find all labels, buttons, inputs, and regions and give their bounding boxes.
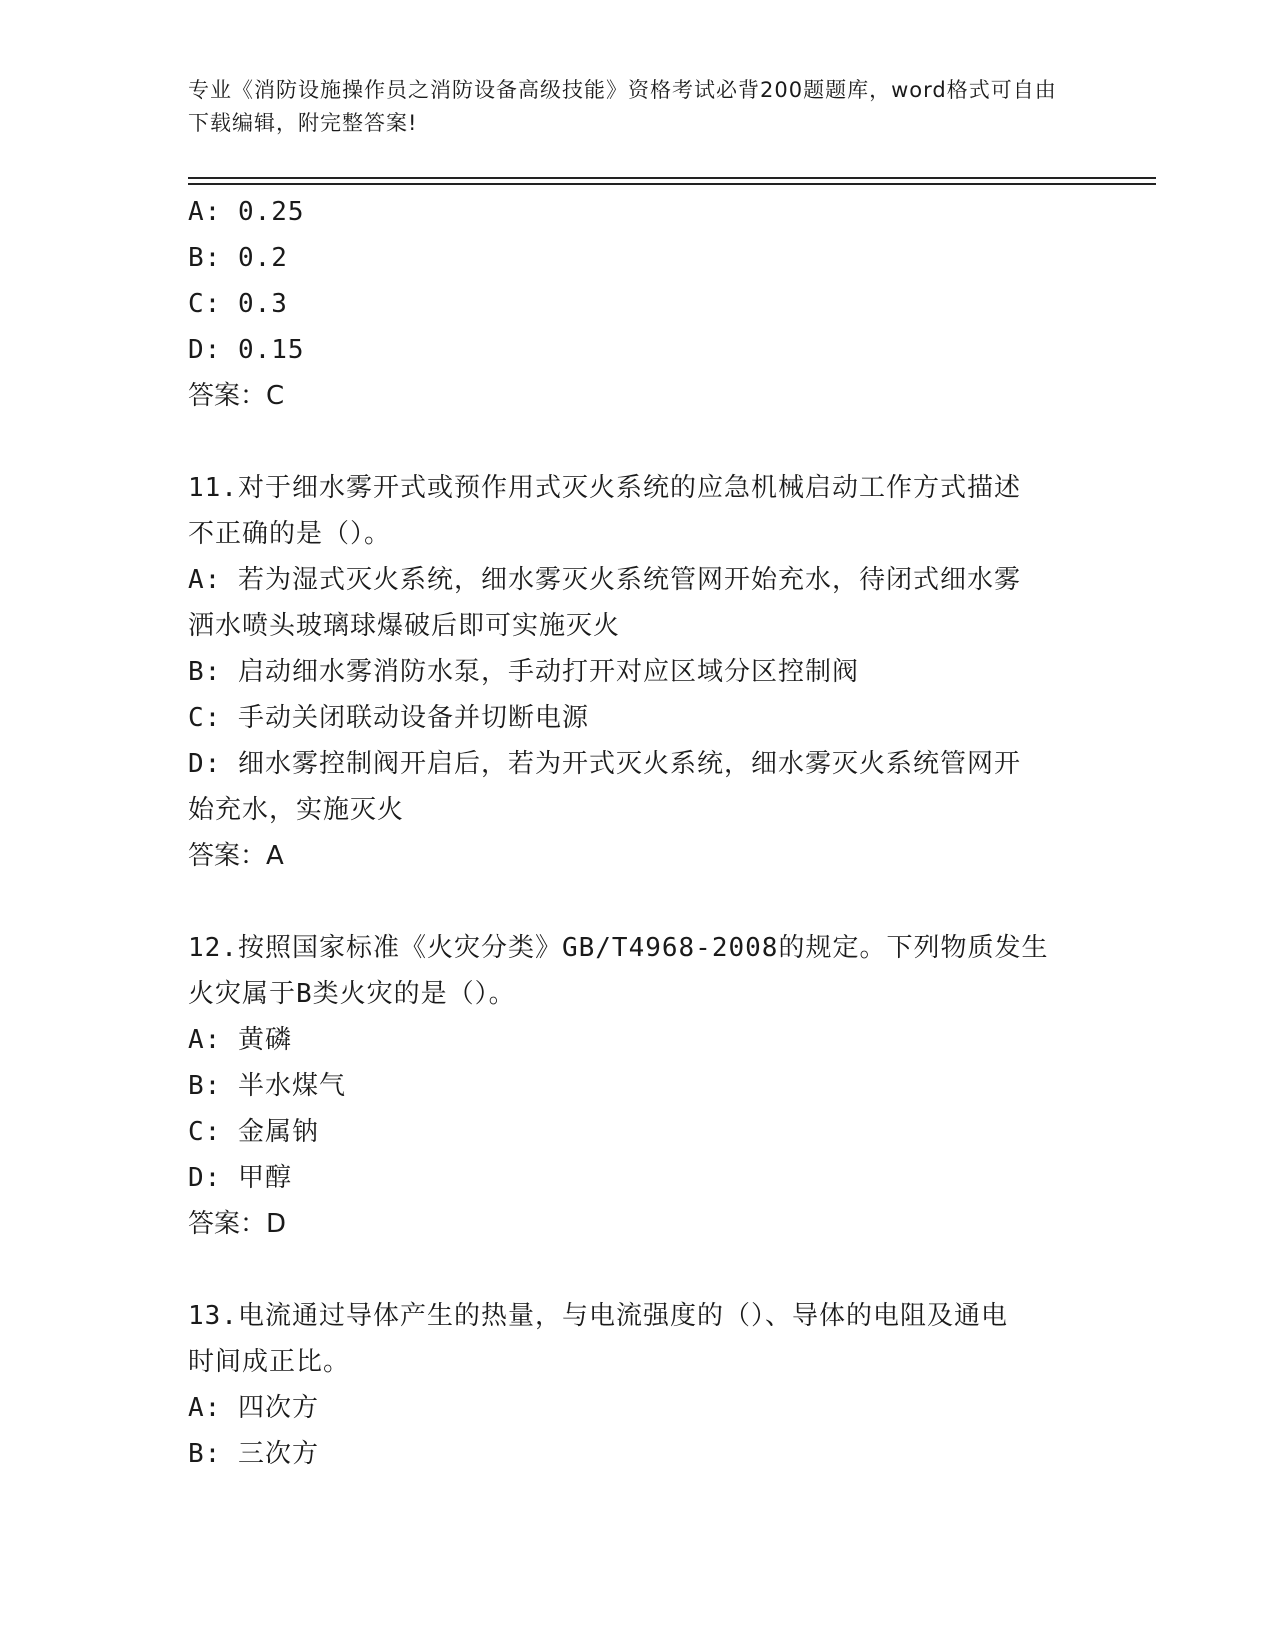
option-line: A: 四次方 xyxy=(188,1393,319,1423)
answer-line: 答案：A xyxy=(188,841,284,871)
question-block-13 xyxy=(188,1293,1078,1477)
header-divider-bottom xyxy=(188,183,1156,185)
document-header xyxy=(188,74,1068,140)
option-line: 始充水，实施灭火 xyxy=(188,795,405,825)
prev-question-block xyxy=(188,189,1078,419)
spacer xyxy=(188,419,1078,465)
question-text-line: 火灾属于B类火灾的是（）。 xyxy=(188,979,516,1009)
option-line: B: 0.2 xyxy=(188,243,288,273)
option-line: A: 0.25 xyxy=(188,197,305,227)
document-body xyxy=(188,189,1078,1477)
option-line: A: 若为湿式灭火系统，细水雾灭火系统管网开始充水，待闭式细水雾 xyxy=(188,565,1021,595)
option-line: D: 细水雾控制阀开启后，若为开式灭火系统，细水雾灭火系统管网开 xyxy=(188,749,1021,779)
header-title: 专业《消防设施操作员之消防设备高级技能》资格考试必背200题题库，word格式可自由下载编辑，附完整答案! xyxy=(188,78,1057,135)
spacer xyxy=(188,879,1078,925)
answer-line: 答案：D xyxy=(188,1209,287,1239)
option-line: A: 黄磷 xyxy=(188,1025,292,1055)
option-line: C: 手动关闭联动设备并切断电源 xyxy=(188,703,589,733)
question-block-11 xyxy=(188,465,1078,879)
option-line: C: 0.3 xyxy=(188,289,288,319)
question-text-line: 11.对于细水雾开式或预作用式灭火系统的应急机械启动工作方式描述 xyxy=(188,473,1021,503)
option-line: B: 半水煤气 xyxy=(188,1071,346,1101)
option-line: D: 0.15 xyxy=(188,335,305,365)
question-text-line: 12.按照国家标准《火灾分类》GB/T4968-2008的规定。下列物质发生 xyxy=(188,933,1049,963)
header-divider-top xyxy=(188,177,1156,179)
option-line: B: 启动细水雾消防水泵，手动打开对应区域分区控制阀 xyxy=(188,657,859,687)
question-text-line: 不正确的是（）。 xyxy=(188,519,392,549)
answer-line: 答案：C xyxy=(188,381,285,411)
question-text-line: 13.电流通过导体产生的热量，与电流强度的（）、导体的电阻及通电 xyxy=(188,1301,1008,1331)
option-line: D: 甲醇 xyxy=(188,1163,292,1193)
question-text-line: 时间成正比。 xyxy=(188,1347,351,1377)
option-line: B: 三次方 xyxy=(188,1439,319,1469)
option-line: C: 金属钠 xyxy=(188,1117,319,1147)
option-line: 洒水喷头玻璃球爆破后即可实施灭火 xyxy=(188,611,621,641)
question-block-12 xyxy=(188,925,1078,1247)
spacer xyxy=(188,1247,1078,1293)
